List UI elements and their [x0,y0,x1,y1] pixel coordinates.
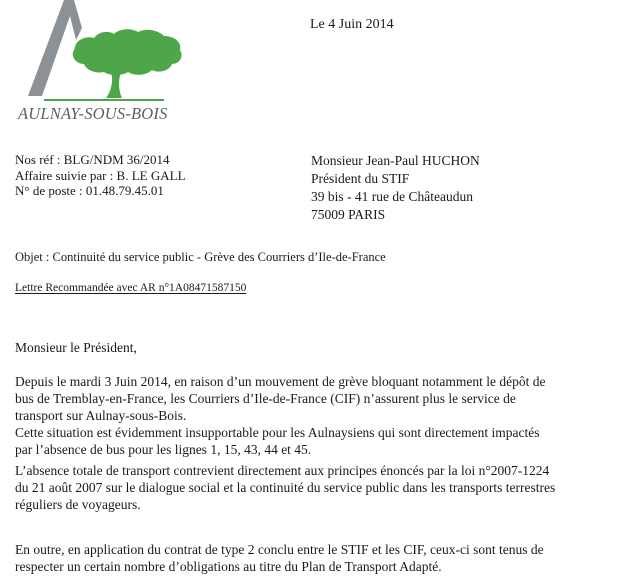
paragraph-1 [15,373,603,458]
registered-mail-number: Lettre Recommandée avec AR n°1A08471587150 [15,282,247,294]
letter-date: Le 4 Juin 2014 [310,17,394,32]
salutation: Monsieur le Président, [15,340,137,355]
paragraph-line: du 21 août 2007 sur le dialogue social et la continuité du service public dans les transports terrestres [15,480,556,495]
recipient-name: Monsieur Jean-Paul HUCHON [311,153,480,168]
paragraph-3 [15,541,603,575]
tree-logo-icon [14,0,184,110]
logo-text: AULNAY-SOUS-BOIS [18,104,168,123]
recipient-street: 39 bis - 41 rue de Châteaudun [311,189,473,204]
paragraph-line: transport sur Aulnay-sous-Bois. [15,408,187,423]
paragraph-line: En outre, en application du contrat de type 2 conclu entre le STIF et les CIF, ceux-ci sont tenus de [15,542,544,557]
paragraph-line: par l’absence de bus pour les lignes 1, 15, 43, 44 et 45. [15,442,312,457]
recipient-city: 75009 PARIS [311,207,386,222]
letter-subject: Objet : Continuité du service public - Grève des Courriers d’Ile-de-France [15,250,386,264]
followed-by: Affaire suivie par : B. LE GALL [15,167,186,183]
our-reference: Nos réf : BLG/NDM 36/2014 [15,152,170,167]
paragraph-line: L’absence totale de transport contrevient directement aux principes énoncés par la loi n°2007-1224 [15,463,550,478]
paragraph-2 [15,462,603,513]
paragraph-line: Cette situation est évidemment insupportable pour les Aulnaysiens qui sont directement impactés [15,425,540,440]
recipient-title: Président du STIF [311,171,410,186]
paragraph-line: bus de Tremblay-en-France, les Courriers d’Ile-de-France (CIF) n’assurent plus le service de [15,391,516,406]
paragraph-line: respecter un certain nombre d’obligations au titre du Plan de Transport Adapté. [15,559,442,574]
paragraph-line: Depuis le mardi 3 Juin 2014, en raison d’un mouvement de grève bloquant notamment le dépôt de [15,374,546,389]
recipient-address [311,152,480,224]
reference-block [15,152,186,199]
phone-extension: N° de poste : 01.48.79.45.01 [15,183,164,198]
paragraph-line: réguliers de voyageurs. [15,497,141,512]
city-logo [14,0,184,125]
